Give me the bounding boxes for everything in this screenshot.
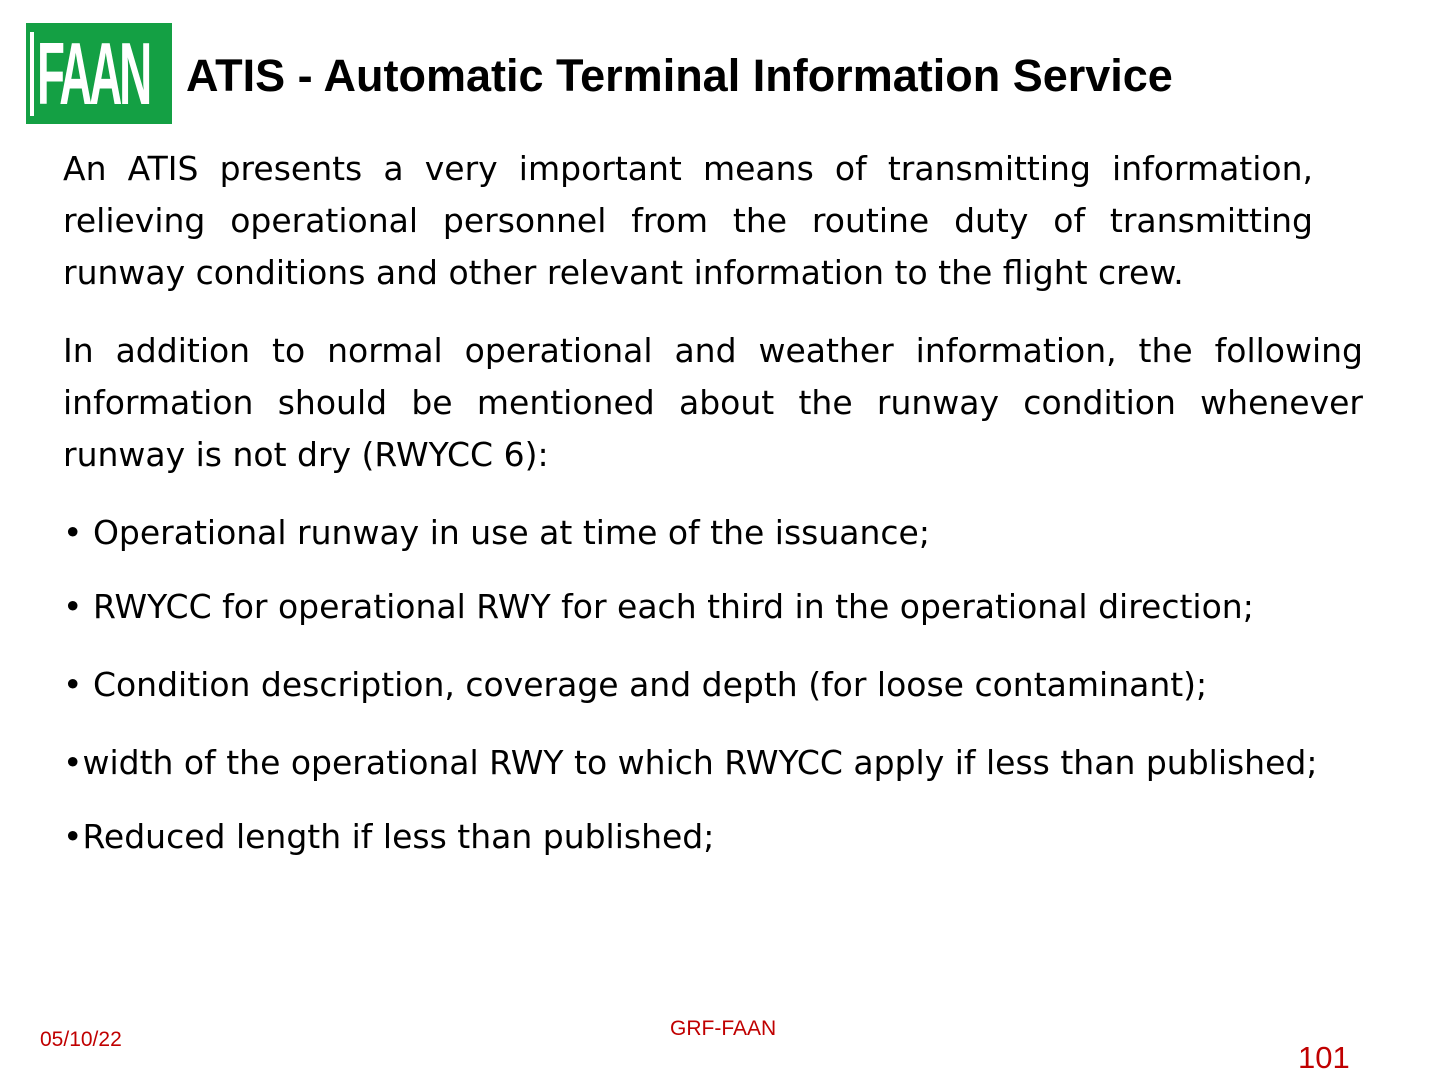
bullet-item: • Operational runway in use at time of the issuance;	[63, 513, 930, 552]
logo-text: FAAN	[37, 23, 150, 123]
requirements-paragraph: In addition to normal operational and weather information, the following information should be mentioned about the runway condition whenever runway is not dry (RWYCC 6):	[63, 331, 1363, 474]
bullet-item: • Condition description, coverage and depth (for loose contaminant);	[63, 665, 1208, 704]
terminal-building-icon	[30, 32, 34, 116]
bullet-item: • RWYCC for operational RWY for each third in the operational direction;	[63, 587, 1254, 626]
faan-logo	[26, 23, 172, 124]
footer-date: 05/10/22	[40, 1028, 122, 1051]
intro-paragraph: An ATIS presents a very important means of transmitting information, relieving operational personnel from the routine duty of transmitting runway conditions and other relevant information to the flight crew.	[63, 149, 1313, 292]
slide-title: ATIS - Automatic Terminal Information Service	[186, 50, 1173, 101]
slide-body	[63, 143, 1363, 863]
bullet-item: •width of the operational RWY to which RWYCC apply if less than published;	[63, 743, 1318, 782]
bullet-item: •Reduced length if less than published;	[63, 817, 715, 856]
page-number: 101	[1298, 1040, 1350, 1075]
footer-label: GRF-FAAN	[670, 1017, 777, 1040]
